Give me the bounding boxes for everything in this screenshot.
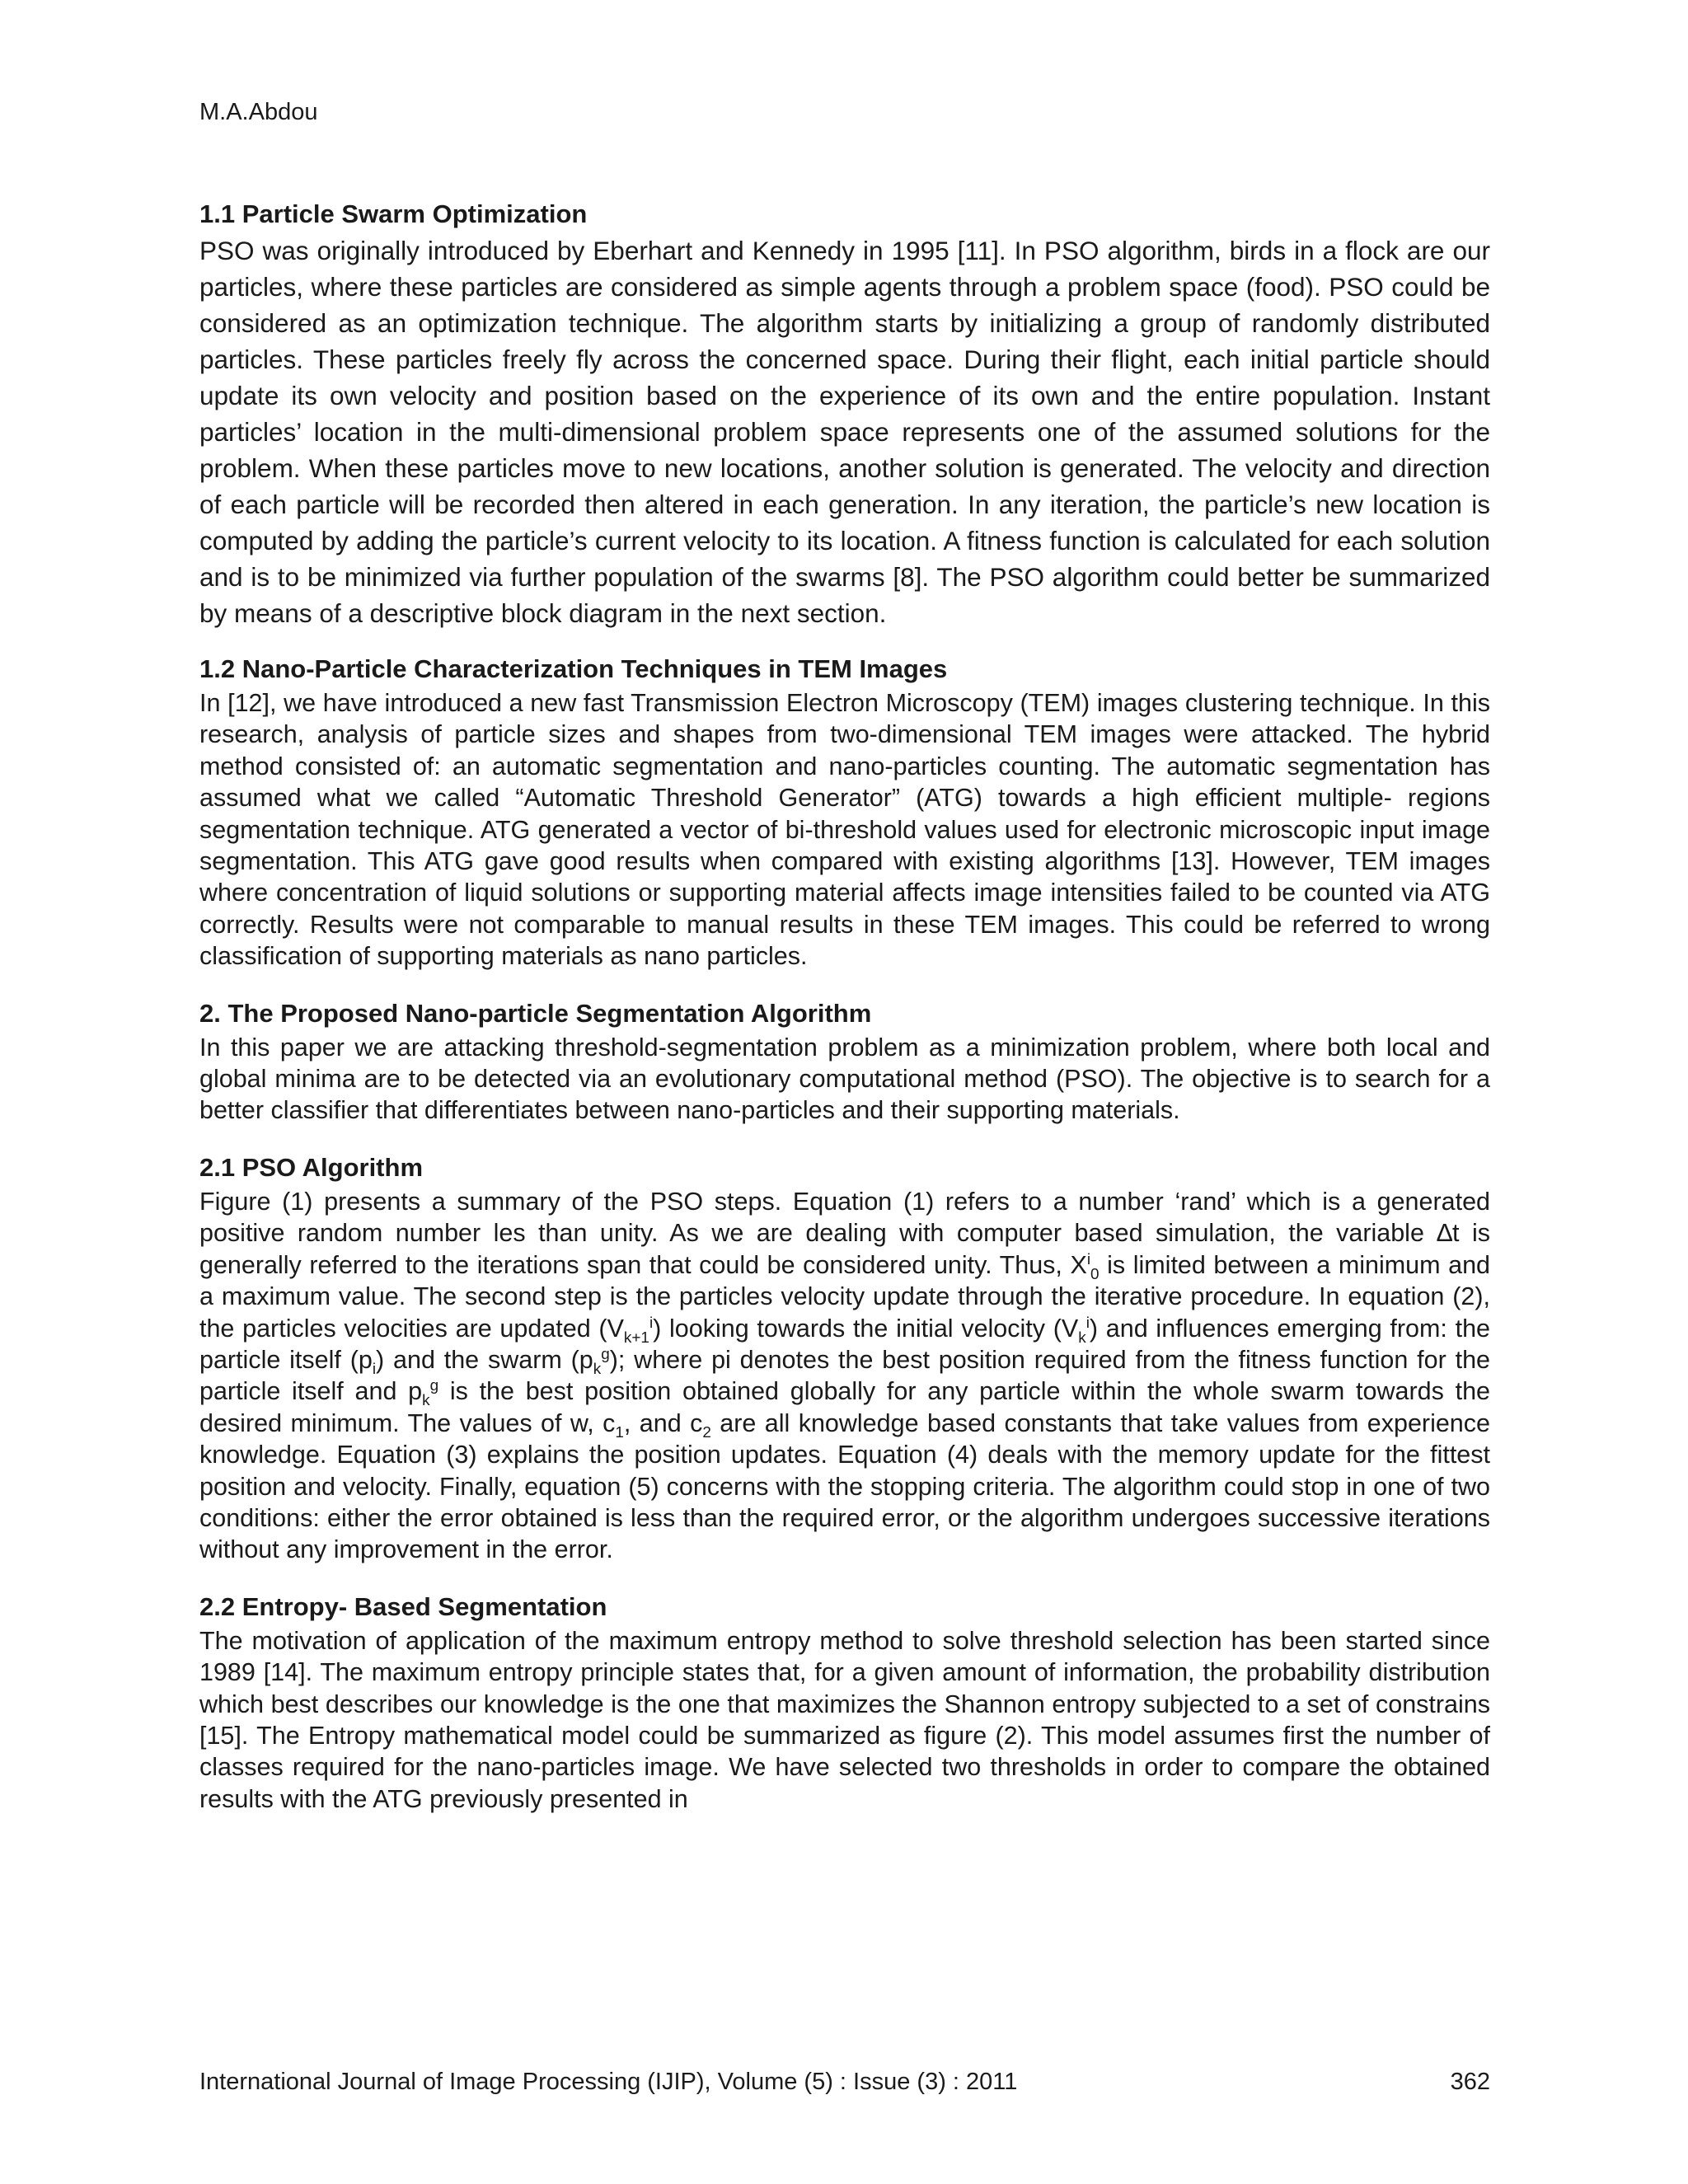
superscript: i: [649, 1314, 654, 1332]
section-paragraph: In this paper we are attacking threshold-segmentation problem as a minimization problem, where both local and global minima are to be detected via an evolutionary computational method (PSO). The objective is to search for a better classifier that differentiates between nano-particles and their supporting materials.: [199, 1033, 1490, 1125]
text-run: ); where pi denotes the best position required from the fitness function for the particle itself and p: [199, 1345, 1490, 1406]
section-paragraph: In [12], we have introduced a new fast Transmission Electron Microscopy (TEM) images clustering technique. In this research, analysis of particle sizes and shapes from two-dimensional TEM images were attacked. The hybrid method consisted of: an automatic segmentation and nano-particles counting. The automatic segmentation has assumed what we called “Automatic Threshold Generator” (ATG) towards a high efficient multiple- regions segmentation technique. ATG generated a vector of bi-threshold values used for electronic microscopic input image segmentation. This ATG gave good results when compared with existing algorithms [13]. However, TEM images where concentration of liquid solutions or supporting material affects image intensities failed to be counted via ATG correctly. Results were not comparable to manual results in these TEM images. This could be referred to wrong classification of supporting materials as nano particles.: [199, 689, 1490, 971]
subscript: 2: [702, 1423, 711, 1441]
text-run: are all knowledge based constants that take values from experience knowledge. Equation (3) explains the position updates. Equation (4) deals with the memory update for the fittest position and velocity. Finally, equation (5) concerns with the stopping criteria. The algorithm could stop in one of two conditions: either the error obtained is less than the required error, or the algorithm undergoes successive iterations without any improvement in the error.: [199, 1408, 1490, 1564]
superscript: g: [601, 1345, 610, 1363]
section-1-1: [199, 196, 1490, 631]
section-2-2: [199, 1589, 1490, 1815]
text-run: is limited between a minimum and a maximum value. The second step is the particles velocity update through the iterative procedure. In equation (2), the particles velocities are updated (V: [199, 1250, 1490, 1343]
superscript: g: [429, 1377, 439, 1395]
section-2: [199, 996, 1490, 1127]
section-heading: 2. The Proposed Nano-particle Segmentation Algorithm: [199, 998, 872, 1028]
section-paragraph: [199, 1186, 1490, 1566]
subscript: k: [422, 1392, 430, 1410]
running-header-author: M.A.Abdou: [199, 99, 318, 125]
subscript: k: [593, 1361, 602, 1378]
section-heading: 2.2 Entropy- Based Segmentation: [199, 1591, 607, 1621]
text-run: Figure (1) presents a summary of the PSO steps. Equation (1) refers to a number ‘rand’ which is a generated positive random number les than unity. As we are dealing with computer based simulation, the variable ∆t is generally referred to the iterations span that could be considered unity. Thus, X: [199, 1187, 1490, 1279]
subscript: 0: [1090, 1265, 1100, 1283]
subscript: 1: [615, 1423, 624, 1441]
section-paragraph: The motivation of application of the maximum entropy method to solve threshold selection has been started since 1989 [14]. The maximum entropy principle states that, for a given amount of information, the probability distribution which best describes our knowledge is the one that maximizes the Shannon entropy subjected to a set of constrains [15]. The Entropy mathematical model could be summarized as figure (2). This model assumes first the number of classes required for the nano-particles image. We have selected two thresholds in order to compare the obtained results with the ATG previously presented in: [199, 1626, 1490, 1813]
subscript: i: [372, 1361, 377, 1378]
section-heading: 1.1 Particle Swarm Optimization: [199, 199, 588, 228]
section-2-1: [199, 1150, 1490, 1566]
page-footer: [199, 2067, 1490, 2097]
page-body: [199, 196, 1490, 1815]
page-number: 362: [1450, 2069, 1490, 2095]
text-run: ) and the swarm (p: [376, 1345, 593, 1374]
section-1-2: [199, 651, 1490, 972]
footer-journal-citation: International Journal of Image Processing (IJIP), Volume (5) : Issue (3) : 2011: [199, 2069, 1018, 2095]
section-heading: 2.1 PSO Algorithm: [199, 1152, 424, 1182]
subscript: k+1: [623, 1329, 649, 1347]
text-run: ) looking towards the initial velocity (V: [653, 1314, 1079, 1343]
superscript: i: [1085, 1314, 1090, 1332]
text-run: is the best position obtained globally for any particle within the whole swarm towards the desired minimum. The values of w, c: [199, 1377, 1490, 1437]
superscript: i: [1086, 1250, 1091, 1268]
text-run: ) and influences emerging from: the particle itself (p: [199, 1314, 1490, 1374]
section-paragraph: PSO was originally introduced by Eberhart and Kennedy in 1995 [11]. In PSO algorithm, birds in a flock are our particles, where these particles are considered as simple agents through a problem space (food). PSO could be considered as an optimization technique. The algorithm starts by initializing a group of randomly distributed particles. These particles freely fly across the concerned space. During their flight, each initial particle should update its own velocity and position based on the experience of its own and the entire population. Instant particles’ location in the multi-dimensional problem space represents one of the assumed solutions for the problem. When these particles move to new locations, another solution is generated. The velocity and direction of each particle will be recorded then altered in each generation. In any iteration, the particle’s new location is computed by adding the particle’s current velocity to its location. A fitness function is calculated for each solution and is to be minimized via further population of the swarms [8]. The PSO algorithm could better be summarized by means of a descriptive block diagram in the next section.: [199, 236, 1490, 628]
section-heading: 1.2 Nano-Particle Characterization Techniques in TEM Images: [199, 654, 948, 683]
text-run: , and c: [623, 1408, 703, 1437]
subscript: k: [1078, 1329, 1086, 1347]
